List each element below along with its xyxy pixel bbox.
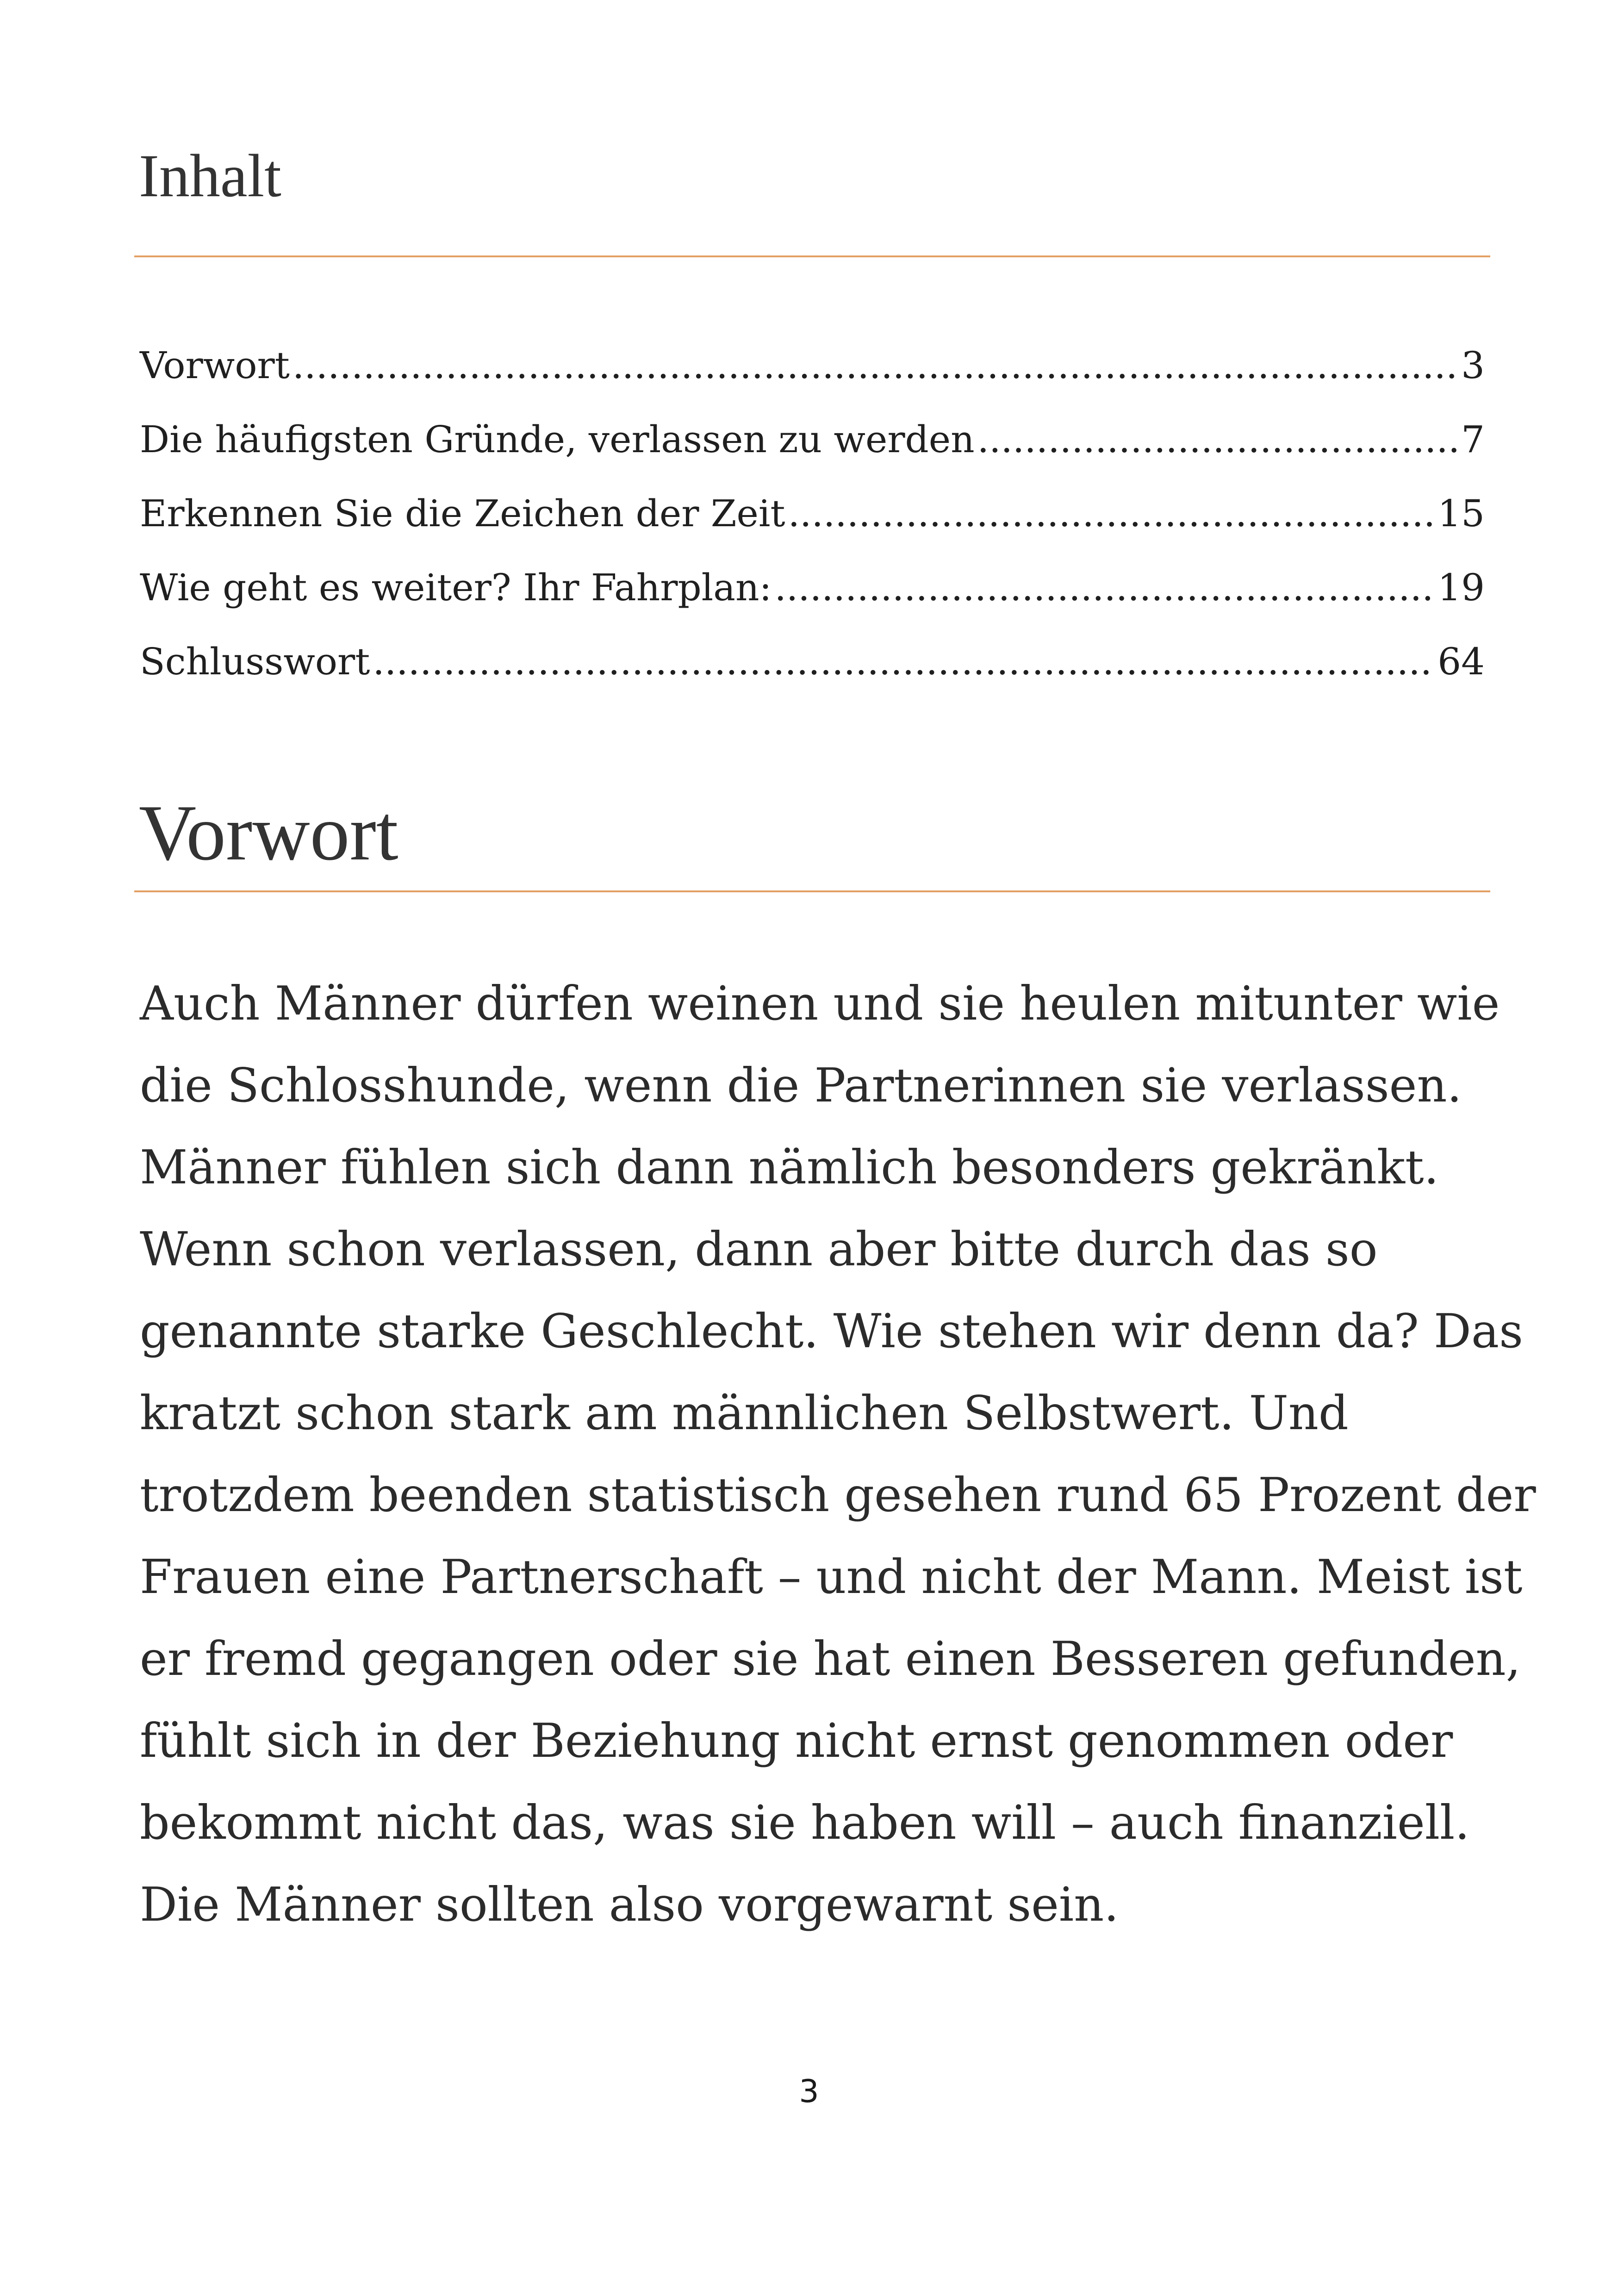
section-heading: Vorwort (139, 789, 398, 877)
toc-entry-title: Wie geht es weiter? Ihr Fahrplan: (140, 566, 772, 609)
section-heading-rule (134, 890, 1490, 892)
toc-entry-page: 64 (1438, 640, 1485, 683)
paragraph-line: Auch Männer dürfen weinen und sie heulen mitunter wie (140, 976, 1500, 1031)
toc-entry-fahrplan[interactable] (140, 562, 1485, 636)
toc-entry-title: Erkennen Sie die Zeichen der Zeit (140, 492, 785, 535)
paragraph-line: Frauen eine Partnerschaft – und nicht der Mann. Meist ist (140, 1549, 1523, 1604)
toc-heading-rule (134, 255, 1490, 257)
paragraph-line: fühlt sich in der Beziehung nicht ernst genommen oder (140, 1713, 1453, 1768)
paragraph-line: Wenn schon verlassen, dann aber bitte durch das so (140, 1222, 1378, 1276)
toc-leader-dots (977, 414, 1458, 465)
paragraph-line: bekommt nicht das, was sie haben will – auch finanziell. (140, 1795, 1470, 1850)
toc-leader-dots (292, 340, 1458, 391)
toc-leader-dots (373, 636, 1435, 687)
toc-entry-vorwort[interactable] (140, 340, 1485, 414)
toc-leader-dots (774, 562, 1435, 613)
paragraph-line: die Schlosshunde, wenn die Partnerinnen sie verlassen. (140, 1058, 1462, 1113)
body-paragraph (140, 963, 1536, 1946)
page-number: 3 (799, 2073, 819, 2110)
toc-entry-title: Die häufigsten Gründe, verlassen zu werden (140, 418, 975, 461)
toc-heading: Inhalt (139, 142, 281, 210)
paragraph-line: Die Männer sollten also vorgewarnt sein. (140, 1877, 1119, 1932)
toc-entry-page: 15 (1438, 492, 1485, 535)
toc-entry-zeichen[interactable] (140, 488, 1485, 562)
toc-entry-page: 3 (1461, 344, 1485, 387)
paragraph-line: trotzdem beenden statistisch gesehen rund 65 Prozent der (140, 1468, 1536, 1522)
toc-leader-dots (788, 488, 1435, 539)
toc-entry-page: 19 (1438, 566, 1485, 609)
toc-entry-title: Vorwort (140, 344, 290, 387)
paragraph-line: er fremd gegangen oder sie hat einen Besseren gefunden, (140, 1631, 1521, 1686)
toc-entry-schlusswort[interactable] (140, 636, 1485, 710)
paragraph-line: genannte starke Geschlecht. Wie stehen wir denn da? Das (140, 1304, 1523, 1358)
toc-entry-title: Schlusswort (140, 640, 370, 683)
paragraph-line: Männer fühlen sich dann nämlich besonders gekränkt. (140, 1140, 1439, 1195)
toc-entry-gruende[interactable] (140, 414, 1485, 488)
toc-entry-page: 7 (1461, 418, 1485, 461)
paragraph-line: kratzt schon stark am männlichen Selbstwert. Und (140, 1386, 1349, 1440)
table-of-contents (140, 340, 1485, 710)
